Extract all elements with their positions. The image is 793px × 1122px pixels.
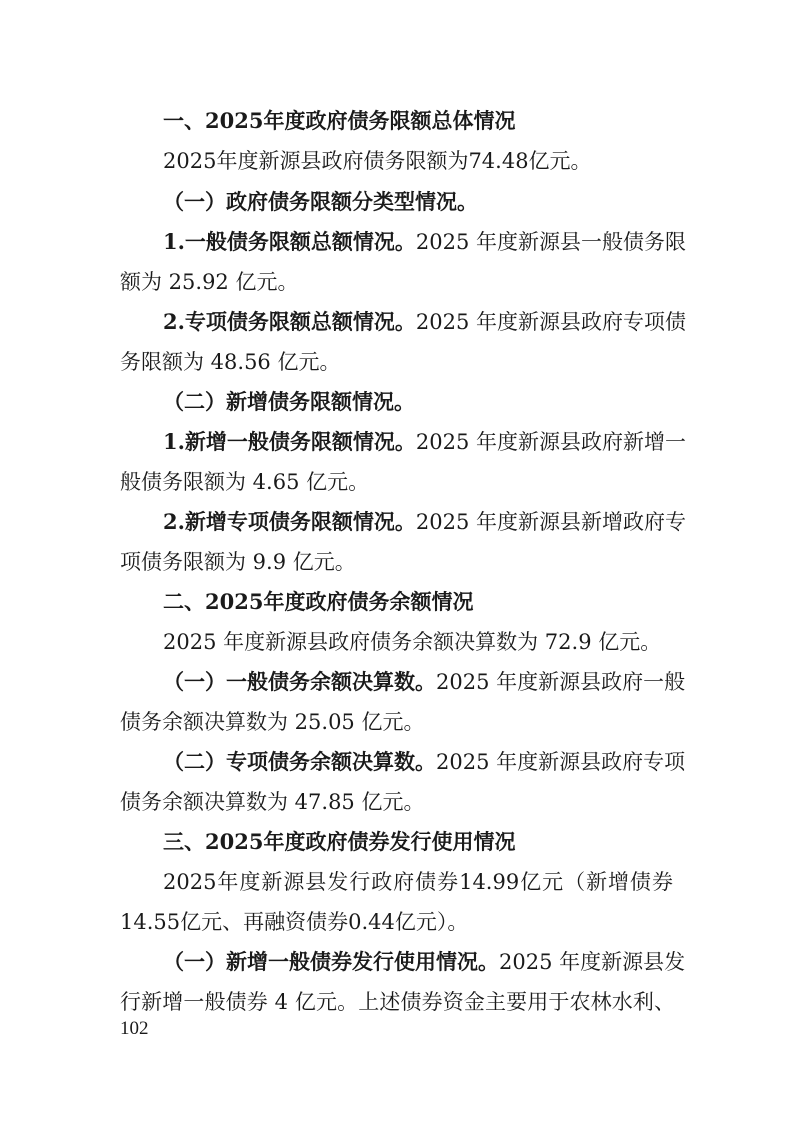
item-1-2-1-title: 1.新增一般债务限额情况。	[163, 429, 416, 454]
item-1-2-1-text: 2025 年度新源县政府新增一	[415, 430, 687, 454]
item-1-2-1-line-1	[163, 427, 687, 457]
item-1-2-2-line-1	[163, 507, 687, 537]
item-1-2-1-line-2: 般债务限额为 4.65 亿元。	[120, 470, 370, 494]
item-1-1-1-line-1	[163, 227, 687, 257]
item-2-1-text: 2025 年度新源县政府一般	[436, 670, 686, 694]
item-2-1-line-1	[163, 667, 686, 697]
item-2-1-title: （一）一般债务余额决算数。	[163, 669, 436, 694]
page-number: 102	[120, 1018, 149, 1039]
item-1-1-2-title: 2.专项债务限额总额情况。	[163, 309, 416, 334]
item-1-2-2-text: 2025 年度新源县新增政府专	[415, 510, 687, 534]
item-1-1-2-text: 2025 年度新源县政府专项债	[415, 310, 687, 334]
subsection-1-1-heading: （一）政府债务限额分类型情况。	[163, 189, 478, 214]
item-3-1-line-1	[163, 947, 686, 977]
item-3-1-text: 2025 年度新源县发	[499, 950, 686, 974]
item-2-2-text: 2025 年度新源县政府专项	[436, 750, 686, 774]
item-3-1-title: （一）新增一般债券发行使用情况。	[163, 949, 499, 974]
item-2-1-line-2: 债务余额决算数为 25.05 亿元。	[120, 710, 425, 734]
item-1-1-1-text: 2025 年度新源县一般债务限	[415, 230, 687, 254]
item-1-2-2-title: 2.新增专项债务限额情况。	[163, 509, 416, 534]
section-1-summary: 2025年度新源县政府债务限额为74.48亿元。	[163, 149, 592, 173]
section-3-heading: 三、2025年度政府债券发行使用情况	[163, 829, 516, 854]
item-1-1-1-line-2: 额为 25.92 亿元。	[120, 270, 299, 294]
item-2-2-line-1	[163, 747, 686, 777]
section-1-heading: 一、2025年度政府债务限额总体情况	[163, 108, 516, 133]
item-1-1-2-line-1	[163, 307, 687, 337]
item-2-2-title: （二）专项债务余额决算数。	[163, 749, 436, 774]
subsection-1-2-heading: （二）新增债务限额情况。	[163, 389, 415, 414]
section-2-summary: 2025 年度新源县政府债务余额决算数为 72.9 亿元。	[163, 630, 662, 654]
item-1-1-2-line-2: 务限额为 48.56 亿元。	[120, 350, 341, 374]
item-1-1-1-title: 1.一般债务限额总额情况。	[163, 229, 416, 254]
item-1-2-2-line-2: 项债务限额为 9.9 亿元。	[120, 550, 356, 574]
section-3-summary-line-2: 14.55亿元、再融资债券0.44亿元）。	[120, 910, 469, 934]
section-3-summary-line-1: 2025年度新源县发行政府债券14.99亿元（新增债券	[163, 870, 673, 894]
item-2-2-line-2: 债务余额决算数为 47.85 亿元。	[120, 790, 425, 814]
item-3-1-line-2: 行新增一般债券 4 亿元。上述债券资金主要用于农林水利、	[120, 990, 675, 1014]
section-2-heading: 二、2025年度政府债务余额情况	[163, 589, 474, 614]
